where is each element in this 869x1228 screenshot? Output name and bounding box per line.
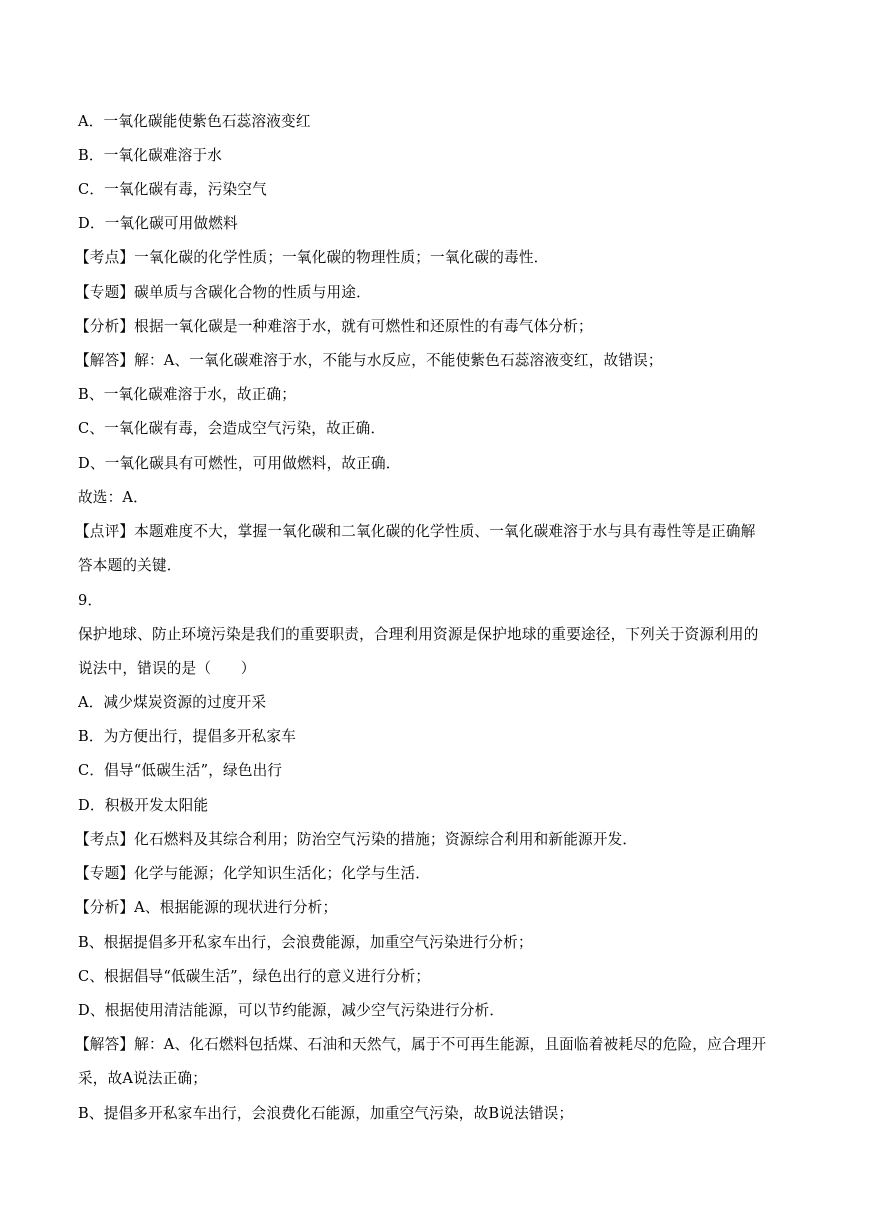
option-d: D．积极开发太阳能	[78, 797, 209, 814]
answer-continuation: 采，故A说法正确；	[78, 1070, 208, 1087]
comment-continuation: 答本题的关键．	[78, 557, 182, 574]
answer: 【解答】解：A、化石燃料包括煤、石油和天然气，属于不可再生能源，且面临着被耗尽的危险，应合理开	[75, 1036, 767, 1053]
option-c: C．一氧化碳有毒，污染空气	[78, 181, 267, 198]
option-d: D．一氧化碳可用做燃料	[78, 215, 238, 232]
knowledge-point: 【考点】化石燃料及其综合利用；防治空气污染的措施；资源综合利用和新能源开发．	[75, 831, 638, 848]
topic: 【专题】化学与能源；化学知识生活化；化学与生活．	[75, 865, 431, 882]
analysis: 【分析】根据一氧化碳是一种难溶于水，就有可燃性和还原性的有毒气体分析；	[75, 318, 593, 335]
knowledge-point: 【考点】一氧化碳的化学性质；一氧化碳的物理性质；一氧化碳的毒性．	[75, 249, 549, 266]
choice-line: 故选：A．	[78, 489, 148, 506]
answer-line: C、一氧化碳有毒，会造成空气污染，故正确．	[78, 420, 386, 437]
question-number: 9．	[78, 592, 103, 609]
analysis: 【分析】A、根据能源的现状进行分析；	[75, 899, 338, 916]
answer-line: B、一氧化碳难溶于水，故正确；	[78, 386, 297, 403]
answer-line: B、提倡多开私家车出行，会浪费化石能源，加重空气污染，故B说法错误；	[78, 1105, 574, 1122]
analysis-line: D、根据使用清洁能源，可以节约能源，减少空气污染进行分析．	[78, 1002, 505, 1019]
analysis-line: B、根据提倡多开私家车出行，会浪费能源，加重空气污染进行分析；	[78, 934, 533, 951]
answer: 【解答】解：A、一氧化碳难溶于水，不能与水反应，不能使紫色石蕊溶液变红，故错误；	[75, 352, 663, 369]
option-a: A．减少煤炭资源的过度开采	[78, 694, 267, 711]
option-c: C．倡导“低碳生活”，绿色出行	[78, 762, 283, 779]
option-b: B．为方便出行，提倡多开私家车	[78, 728, 297, 745]
comment: 【点评】本题难度不大，掌握一氧化碳和二氧化碳的化学性质、一氧化碳难溶于水与具有毒性等是正确解	[75, 523, 756, 540]
answer-line: D、一氧化碳具有可燃性，可用做燃料，故正确．	[78, 455, 401, 472]
question-stem: 保护地球、防止环境污染是我们的重要职责，合理利用资源是保护地球的重要途径，下列关于资源利用的	[78, 626, 759, 643]
option-a: A．一氧化碳能使紫色石蕊溶液变红	[78, 113, 311, 130]
topic: 【专题】碳单质与含碳化合物的性质与用途．	[75, 284, 371, 301]
analysis-line: C、根据倡导“低碳生活”，绿色出行的意义进行分析；	[78, 968, 431, 985]
question-stem-continuation: 说法中，错误的是（ ）	[78, 660, 256, 677]
option-b: B．一氧化碳难溶于水	[78, 147, 223, 164]
